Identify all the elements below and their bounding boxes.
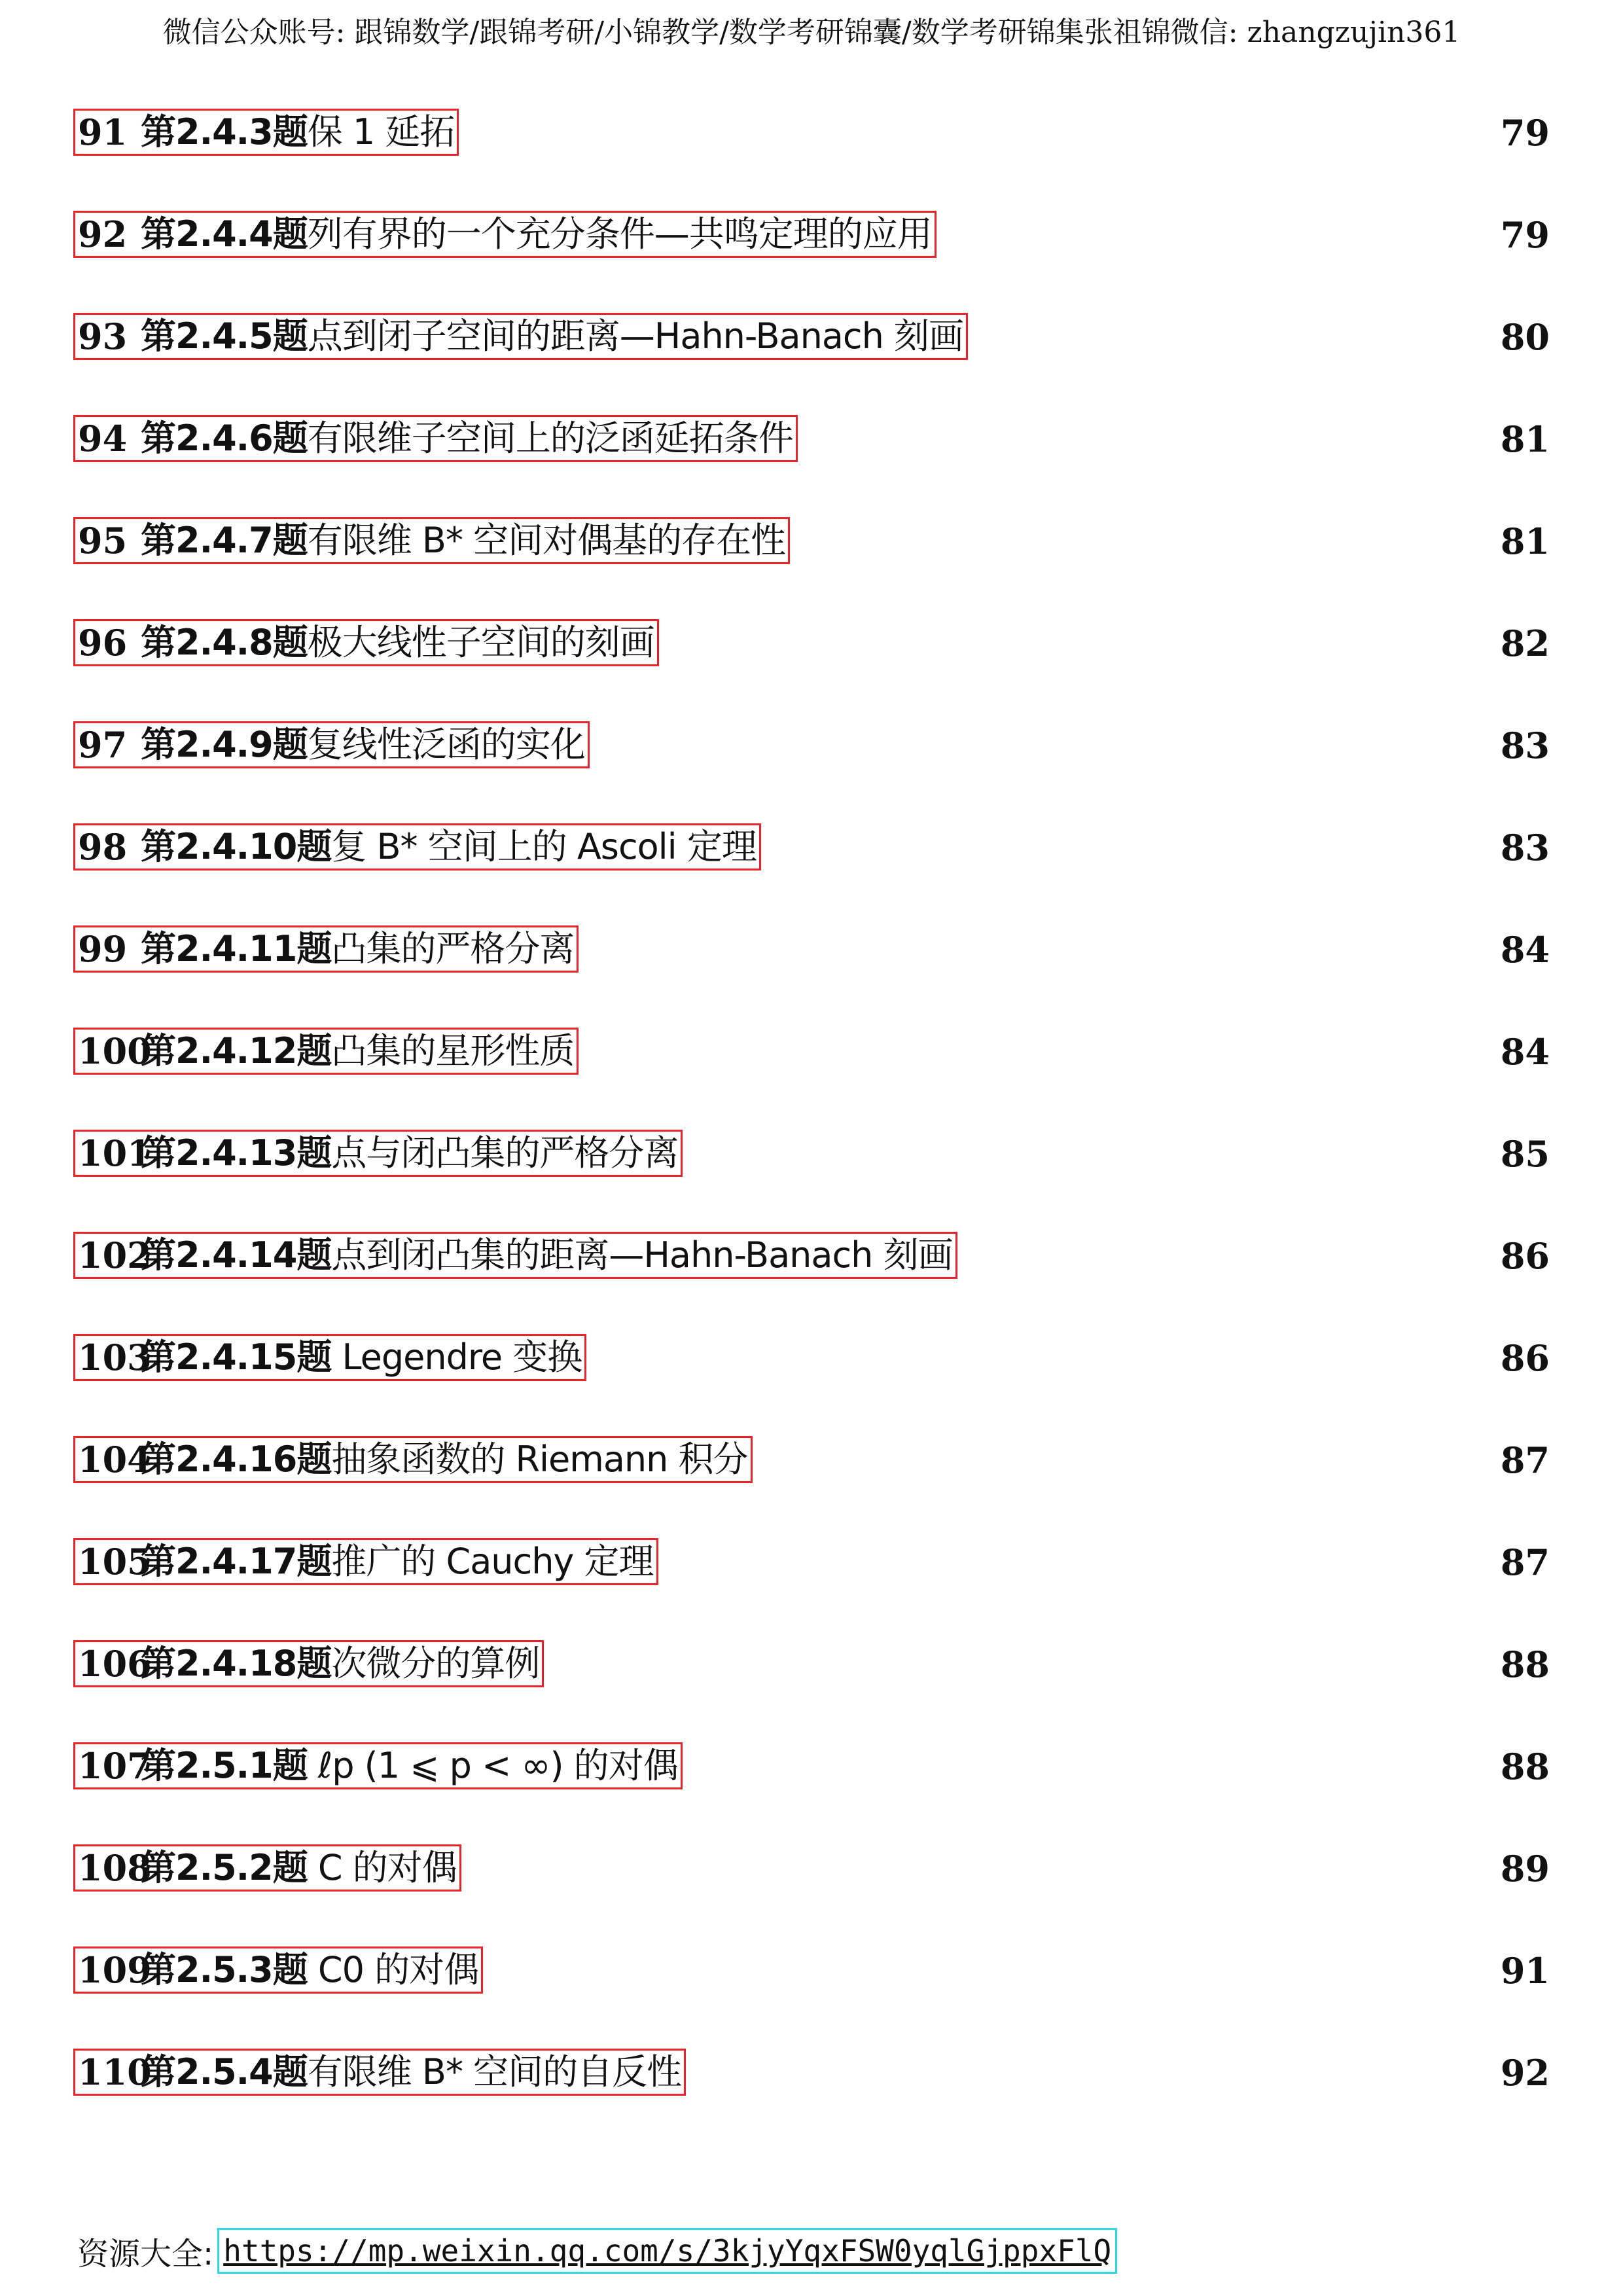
entry-title-text: 点与闭凸集的严格分离 (331, 1132, 679, 1174)
toc-entry-link[interactable] (73, 313, 968, 360)
entry-title (141, 723, 585, 766)
resource-link[interactable]: https://mp.weixin.qq.com/s/3kjyYqxFSW0yqlGjppxFlQ (217, 2228, 1117, 2274)
entry-number: 103 (78, 1336, 152, 1378)
entry-title (141, 825, 757, 869)
page-header: 微信公众账号: 跟锦数学/跟锦考研/小锦教学/数学考研锦囊/数学考研锦集张祖锦微信: zhangzujin361 (162, 16, 1461, 49)
entry-page-number: 91 (1500, 1950, 1550, 1992)
entry-title-text: 点到闭子空间的距离—Hahn-Banach 刻画 (307, 315, 963, 357)
entry-number: 97 (78, 724, 128, 766)
entry-title (141, 519, 785, 562)
entry-number: 105 (78, 1541, 152, 1583)
entry-page-number: 85 (1500, 1133, 1550, 1175)
toc-row (73, 109, 1550, 211)
entry-page-number: 88 (1500, 1746, 1550, 1787)
entry-title (141, 1948, 478, 1992)
entry-page-number: 84 (1500, 929, 1550, 971)
entry-section: 第2.5.1题 (141, 1745, 308, 1786)
entry-page-number: 89 (1500, 1848, 1550, 1890)
entry-number: 93 (78, 315, 128, 357)
entry-title-text: 抽象函数的 Riemann 积分 (331, 1439, 748, 1480)
entry-number: 108 (78, 1847, 152, 1889)
entry-page-number: 86 (1500, 1337, 1550, 1379)
entry-section: 第2.4.12题 (141, 1030, 332, 1071)
entry-title-text: 有限维 B* 空间的自反性 (307, 2051, 682, 2092)
toc-row (73, 2049, 1550, 2151)
entry-section: 第2.5.4题 (141, 2051, 308, 2092)
entry-page-number: 87 (1500, 1439, 1550, 1481)
entry-title-text: 列有界的一个充分条件—共鸣定理的应用 (307, 213, 932, 255)
toc-row (73, 1334, 1550, 1436)
entry-page-number: 81 (1500, 520, 1550, 562)
toc-row (73, 517, 1550, 619)
entry-section: 第2.4.15题 (141, 1336, 332, 1378)
toc-entry-link[interactable] (73, 1130, 683, 1177)
entry-title-text: ℓp (1 ⩽ p < ∞) 的对偶 (307, 1745, 678, 1786)
toc-row (73, 313, 1550, 415)
entry-section: 第2.4.17题 (141, 1541, 332, 1582)
toc-row (73, 1538, 1550, 1640)
entry-number: 99 (78, 928, 128, 970)
entry-page-number: 83 (1500, 827, 1550, 869)
entry-section: 第2.4.8题 (141, 622, 308, 663)
toc-entry-link[interactable] (73, 925, 579, 973)
entry-title (141, 417, 793, 460)
toc-entry-link[interactable] (73, 415, 798, 462)
toc-entry-link[interactable] (73, 211, 936, 258)
toc-row (73, 1640, 1550, 1742)
entry-number: 95 (78, 520, 128, 562)
entry-title-text: 复线性泛函的实化 (307, 724, 585, 765)
entry-page-number: 87 (1500, 1541, 1550, 1583)
toc-entry-link[interactable] (73, 1232, 957, 1279)
toc-entry-link[interactable] (73, 1844, 461, 1892)
entry-title (141, 1846, 457, 1890)
entry-title (141, 315, 963, 358)
entry-number: 92 (78, 213, 128, 255)
entry-title (141, 2051, 681, 2094)
toc-row (73, 721, 1550, 823)
entry-title-text: 凸集的星形性质 (331, 1030, 575, 1071)
entry-page-number: 80 (1500, 316, 1550, 358)
entry-title-text: 次微分的算例 (331, 1643, 540, 1684)
toc-row (73, 1130, 1550, 1232)
entry-title (141, 213, 932, 256)
entry-page-number: 81 (1500, 418, 1550, 460)
entry-section: 第2.4.7题 (141, 520, 308, 561)
toc-row (73, 415, 1550, 517)
entry-page-number: 83 (1500, 725, 1550, 766)
entry-page-number: 86 (1500, 1235, 1550, 1277)
toc-row (73, 211, 1550, 313)
table-of-contents (73, 109, 1550, 2151)
toc-row (73, 1742, 1550, 1844)
toc-entry-link[interactable] (73, 1028, 579, 1075)
toc-row (73, 1028, 1550, 1130)
toc-entry-link[interactable] (73, 109, 459, 156)
resource-footer (77, 2228, 1117, 2274)
toc-row (73, 925, 1550, 1028)
toc-entry-link[interactable] (73, 1538, 658, 1585)
entry-title (141, 1540, 654, 1583)
entry-title (141, 1336, 582, 1379)
toc-entry-link[interactable] (73, 1742, 683, 1789)
entry-title (141, 1744, 678, 1787)
toc-entry-link[interactable] (73, 1946, 483, 1994)
entry-section: 第2.4.5题 (141, 315, 308, 357)
entry-number: 101 (78, 1132, 152, 1174)
entry-title-text: 有限维 B* 空间对偶基的存在性 (307, 520, 786, 561)
entry-title (141, 1030, 574, 1073)
toc-row (73, 1844, 1550, 1946)
toc-entry-link[interactable] (73, 823, 761, 870)
entry-title-text: 极大线性子空间的刻画 (307, 622, 654, 663)
entry-number: 102 (78, 1234, 152, 1276)
entry-section: 第2.4.14题 (141, 1234, 332, 1276)
toc-entry-link[interactable] (73, 619, 659, 666)
resource-label: 资源大全: (77, 2235, 214, 2272)
entry-title (141, 927, 574, 971)
entry-title-text: Legendre 变换 (331, 1336, 582, 1378)
entry-page-number: 82 (1500, 622, 1550, 664)
toc-row (73, 619, 1550, 721)
entry-section: 第2.4.18题 (141, 1643, 332, 1684)
entry-title-text: 点到闭凸集的距离—Hahn-Banach 刻画 (331, 1234, 953, 1276)
entry-title-text: 推广的 Cauchy 定理 (331, 1541, 654, 1582)
entry-number: 110 (78, 2051, 152, 2093)
entry-section: 第2.4.4题 (141, 213, 308, 255)
entry-page-number: 88 (1500, 1643, 1550, 1685)
entry-section: 第2.4.6题 (141, 418, 308, 459)
entry-title-text: 保 1 延拓 (307, 111, 455, 152)
toc-row (73, 1436, 1550, 1538)
entry-title (141, 1642, 539, 1685)
entry-title-text: 凸集的严格分离 (331, 928, 575, 969)
entry-number: 106 (78, 1643, 152, 1685)
entry-page-number: 84 (1500, 1031, 1550, 1073)
entry-number: 94 (78, 418, 128, 459)
entry-title (141, 111, 454, 154)
entry-number: 98 (78, 826, 128, 868)
toc-entry-link[interactable] (73, 721, 590, 768)
entry-page-number: 92 (1500, 2052, 1550, 2094)
entry-title-text: C 的对偶 (307, 1847, 457, 1888)
entry-title-text: 有限维子空间上的泛函延拓条件 (307, 418, 793, 459)
toc-entry-link[interactable] (73, 2049, 686, 2096)
entry-title (141, 1132, 678, 1175)
entry-section: 第2.4.10题 (141, 826, 332, 867)
entry-number: 107 (78, 1745, 152, 1787)
entry-section: 第2.5.2题 (141, 1847, 308, 1888)
toc-entry-link[interactable] (73, 517, 790, 564)
entry-number: 109 (78, 1949, 152, 1991)
entry-title (141, 621, 654, 664)
toc-row (73, 823, 1550, 925)
entry-number: 104 (78, 1439, 152, 1480)
entry-title (141, 1438, 748, 1481)
entry-section: 第2.4.11题 (141, 928, 332, 969)
toc-entry-link[interactable] (73, 1334, 586, 1381)
entry-section: 第2.4.16题 (141, 1439, 332, 1480)
entry-number: 91 (78, 111, 128, 153)
entry-page-number: 79 (1500, 214, 1550, 256)
entry-title (141, 1234, 953, 1277)
entry-section: 第2.4.9题 (141, 724, 308, 765)
entry-section: 第2.4.3题 (141, 111, 308, 152)
entry-title-text: C0 的对偶 (307, 1949, 479, 1990)
entry-section: 第2.4.13题 (141, 1132, 332, 1174)
toc-entry-link[interactable] (73, 1436, 753, 1483)
entry-title-text: 复 B* 空间上的 Ascoli 定理 (331, 826, 757, 867)
entry-section: 第2.5.3题 (141, 1949, 308, 1990)
entry-number: 96 (78, 622, 128, 664)
toc-row (73, 1946, 1550, 2049)
toc-row (73, 1232, 1550, 1334)
toc-entry-link[interactable] (73, 1640, 544, 1687)
entry-page-number: 79 (1500, 112, 1550, 154)
entry-number: 100 (78, 1030, 152, 1072)
